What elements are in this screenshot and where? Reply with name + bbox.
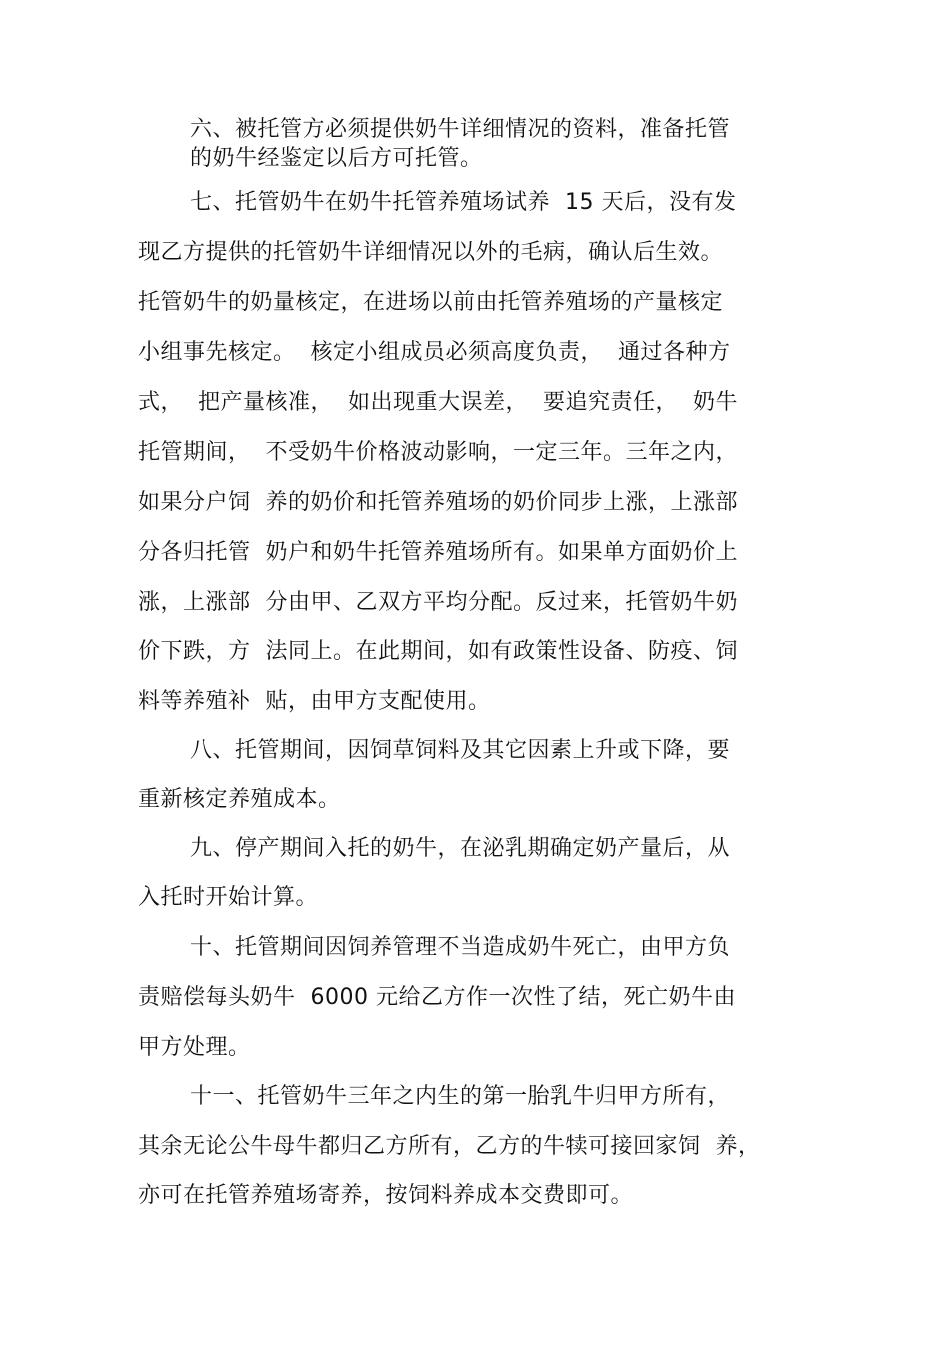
paragraph-11-line-3: 亦可在托管养殖场寄养，按饲料养成本交费即可。 — [138, 1183, 634, 1208]
paragraph-7-line-2: 现乙方提供的托管奶牛详细情况以外的毛病，确认后生效。 — [138, 240, 724, 265]
paragraph-7-line-3: 托管奶牛的奶量核定，在进场以前由托管养殖场的产量核定 — [138, 290, 724, 315]
paragraph-6-line-1: 六、被托管方必须提供奶牛详细情况的资料，准备托管 — [190, 117, 731, 142]
paragraph-7-line-11: 料等养殖补 贴，由甲方支配使用。 — [138, 689, 491, 714]
paragraph-8-line-2: 重新核定养殖成本。 — [138, 787, 341, 812]
paragraph-9-line-2: 入托时开始计算。 — [138, 885, 319, 910]
paragraph-10-line-1: 十、托管期间因饲养管理不当造成奶牛死亡，由甲方负 — [190, 935, 731, 960]
paragraph-9-line-1: 九、停产期间入托的奶牛，在泌乳期确定奶产量后，从 — [190, 836, 731, 861]
paragraph-8-line-1: 八、托管期间，因饲草饲料及其它因素上升或下降，要 — [190, 738, 731, 763]
paragraph-10-line-2: 责赔偿每头奶牛 6000 元给乙方作一次性了结，死亡奶牛由 — [138, 985, 736, 1010]
paragraph-7-line-5: 式， 把产量核准， 如出现重大误差， 要追究责任， 奶牛 — [138, 390, 738, 415]
paragraph-7-line-8: 分各归托管 奶户和奶牛托管养殖场所有。如果单方面奶价上 — [138, 540, 738, 565]
paragraph-6-line-2: 的奶牛经鉴定以后方可托管。 — [190, 146, 483, 171]
paragraph-11-line-2: 其余无论公牛母牛都归乙方所有，乙方的牛犊可接回家饲 养， — [138, 1134, 761, 1159]
paragraph-11-line-1: 十一、托管奶牛三年之内生的第一胎乳牛归甲方所有， — [190, 1084, 731, 1109]
paragraph-7-line-6: 托管期间， 不受奶牛价格波动影响，一定三年。三年之内， — [138, 440, 738, 465]
paragraph-7-line-7: 如果分户饲 养的奶价和托管养殖场的奶价同步上涨，上涨部 — [138, 490, 738, 515]
paragraph-7-line-4: 小组事先核定。 核定小组成员必须高度负责， 通过各种方 — [138, 340, 731, 365]
paragraph-10-line-3: 甲方处理。 — [138, 1035, 251, 1060]
paragraph-7-line-9: 涨，上涨部 分由甲、乙双方平均分配。反过来，托管奶牛奶 — [138, 590, 738, 615]
paragraph-7-line-1: 七、托管奶牛在奶牛托管养殖场试养 15 天后，没有发 — [190, 190, 737, 215]
paragraph-7-line-10: 价下跌，方 法同上。在此期间，如有政策性设备、防疫、饲 — [138, 639, 738, 664]
